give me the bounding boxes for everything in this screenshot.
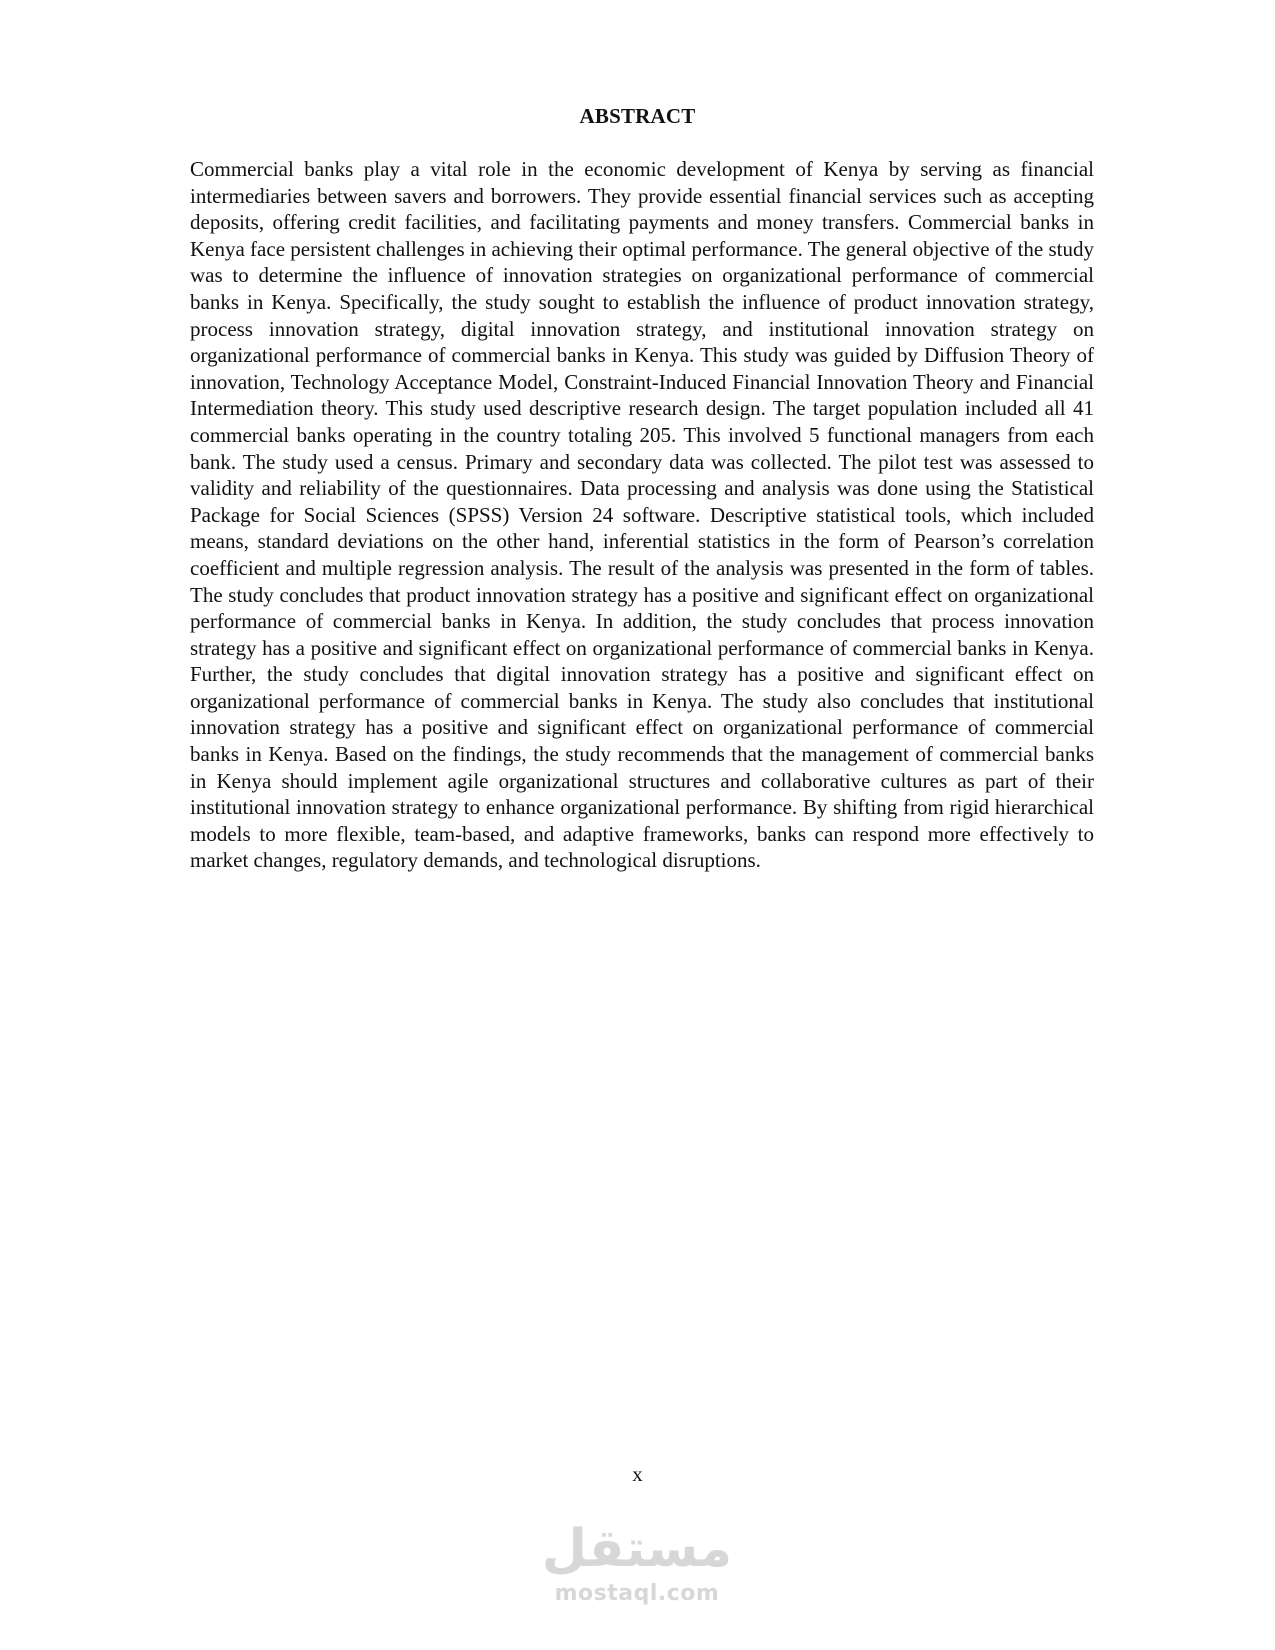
watermark-logo-text: مستقل [541, 1519, 733, 1579]
watermark-url: mostaql.com [554, 1581, 720, 1606]
mostaql-watermark [537, 1517, 737, 1627]
abstract-heading: ABSTRACT [579, 104, 696, 128]
page-number: x [632, 1462, 643, 1486]
abstract-body: Commercial banks play a vital role in the economic development of Kenya by serving as financial intermediaries between savers and borrowers. They provide essential financial services such as accepting deposits, offering credit facilities, and facilitating payments and money transfers. Commercial banks in Kenya face persistent challenges in achieving their optimal performance. The general objective of the study was to determine the influence of innovation strategies on organizational performance of commercial banks in Kenya. Specifically, the study sought to establish the influence of product innovation strategy, process innovation strategy, digital innovation strategy, and institutional innovation strategy on organizational performance of commercial banks in Kenya. This study was guided by Diffusion Theory of innovation, Technology Acceptance Model, Constraint-Induced Financial Innovation Theory and Financial Intermediation theory. This study used descriptive research design. The target population included all 41 commercial banks operating in the country totaling 205. This involved 5 functional managers from each bank. The study used a census. Primary and secondary data was collected. The pilot test was assessed to validity and reliability of the questionnaires. Data processing and analysis was done using the Statistical Package for Social Sciences (SPSS) Version 24 software. Descriptive statistical tools, which included means, standard deviations on the other hand, inferential statistics in the form of Pearson’s correlation coefficient and multiple regression analysis. The result of the analysis was presented in the form of tables. The study concludes that product innovation strategy has a positive and significant effect on organizational performance of commercial banks in Kenya. In addition, the study concludes that process innovation strategy has a positive and significant effect on organizational performance of commercial banks in Kenya. Further, the study concludes that digital innovation strategy has a positive and significant effect on organizational performance of commercial banks in Kenya. The study also concludes that institutional innovation strategy has a positive and significant effect on organizational performance of commercial banks in Kenya. Based on the findings, the study recommends that the management of commercial banks in Kenya should implement agile organizational structures and collaborative cultures as part of their institutional innovation strategy to enhance organizational performance. By shifting from rigid hierarchical models to more flexible, team-based, and adaptive frameworks, banks can respond more effectively to market changes, regulatory demands, and technological disruptions. [190, 157, 1095, 873]
